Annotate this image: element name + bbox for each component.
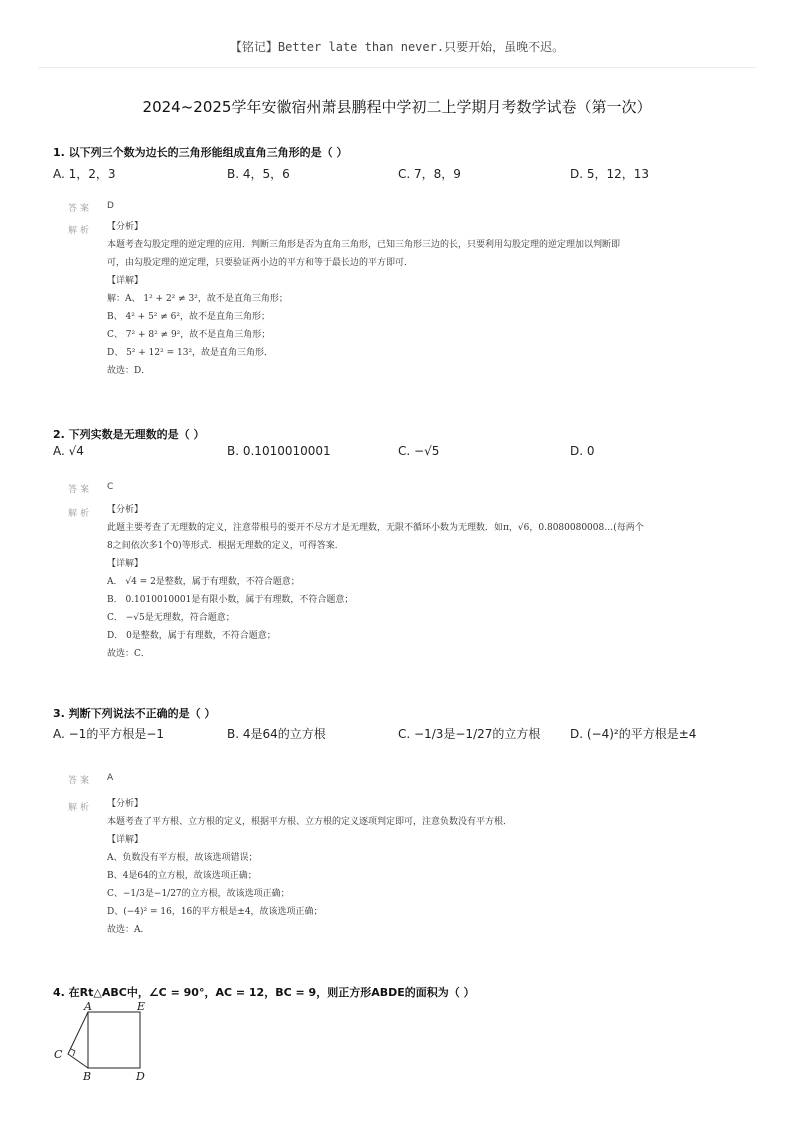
q1-line: 故选：D． (107, 366, 151, 376)
q1-line: 可，由勾股定理的逆定理，只要验证两小边的平方和等于最长边的平方即可． (107, 258, 414, 268)
q2-line: 【分析】 (107, 505, 144, 515)
q3-line: 本题考查了平方根、立方根的定义，根据平方根、立方根的定义逐项判定即可，注意负数没有平方根． (107, 817, 513, 827)
header-divider (38, 67, 756, 68)
question-1-stem: 1. 以下列三个数为边长的三角形能组成直角三角形的是（ ） (53, 146, 348, 159)
q3-option-b: B. 4是64的立方根 (227, 727, 326, 741)
figure-label-c: C (54, 1048, 63, 1061)
q3-line: A、负数没有平方根，故该选项错误； (107, 853, 258, 863)
q2-line: D． 0是整数，属于有理数，不符合题意； (107, 631, 276, 641)
q2-line: B． 0.1010010001是有限小数，属于有理数，不符合题意； (107, 595, 354, 605)
question-4-stem: 4. 在Rt△ABC中，∠C = 90°，AC = 12，BC = 9，则正方形ABDE的面积为（ ） (53, 986, 475, 999)
q3-option-a: A. −1的平方根是−1 (53, 727, 165, 741)
page-header-motto: 【铭记】Better late than never.只要开始，虽晚不迟。 (229, 40, 565, 54)
q1-line: C、 7² + 8² ≠ 9²，故不是直角三角形； (107, 330, 271, 340)
q2-option-b: B. 0.1010010001 (227, 444, 331, 458)
q3-explanation (107, 795, 727, 939)
question-3-stem: 3. 判断下列说法不正确的是（ ） (53, 707, 216, 720)
q1-option-c: C. 7，8，9 (398, 167, 461, 181)
q1-line: D、 5² + 12² = 13²，故是直角三角形． (107, 348, 274, 358)
figure-label-d: D (136, 1070, 145, 1082)
q1-line: 解：A、 1² + 2² ≠ 3²，故不是直角三角形； (107, 294, 288, 304)
q1-line: B、 4² + 5² ≠ 6²，故不是直角三角形； (107, 312, 271, 322)
q3-line: 【详解】 (107, 835, 144, 845)
q2-option-d: D. 0 (570, 444, 595, 458)
q1-line: 【详解】 (107, 276, 144, 286)
q2-line: 此题主要考查了无理数的定义，注意带根号的要开不尽方才是无理数，无限不循环小数为无理数．如π，√6，0.8080080008…(每两个 (107, 523, 644, 533)
figure-label-e: E (137, 1000, 146, 1013)
q1-analysis-label: 解析 (68, 226, 93, 236)
q3-line: 故选：A． (107, 925, 150, 935)
question-2-stem: 2. 下列实数是无理数的是（ ） (53, 428, 205, 441)
exam-title: 2024~2025学年安徽宿州萧县鹏程中学初二上学期月考数学试卷（第一次） (142, 98, 652, 116)
q1-line: 本题考查勾股定理的逆定理的应用．判断三角形是否为直角三角形，已知三角形三边的长，只要利用勾股定理的逆定理加以判断即 (107, 240, 621, 250)
q2-line: 8之间依次多1个0)等形式．根据无理数的定义，可得答案． (107, 541, 344, 551)
figure-label-a: A (84, 1000, 92, 1013)
q3-answer-label: 答案 (68, 776, 93, 786)
q2-explanation (107, 501, 727, 663)
q1-line: 【分析】 (107, 222, 144, 232)
q2-option-a: A. √4 (53, 444, 84, 458)
q2-answer-label: 答案 (68, 485, 93, 495)
figure-label-b: B (83, 1070, 92, 1082)
q3-option-d: D. (−4)²的平方根是±4 (570, 727, 697, 741)
q2-analysis-label: 解析 (68, 509, 93, 519)
q2-line: A． √4 = 2是整数，属于有理数，不符合题意； (107, 577, 300, 587)
q1-explanation (107, 218, 727, 380)
q3-analysis-label: 解析 (68, 803, 93, 813)
triangle-square-figure (48, 998, 158, 1082)
q1-option-a: A. 1，2，3 (53, 167, 116, 181)
q1-option-d: D. 5，12，13 (570, 167, 650, 181)
q1-answer: D (107, 201, 114, 211)
q3-line: D、(−4)² = 16，16的平方根是±4，故该选项正确； (107, 907, 323, 917)
q3-answer: A (107, 773, 114, 783)
q3-line: B、4是64的立方根，故该选项正确； (107, 871, 257, 881)
q1-option-b: B. 4，5，6 (227, 167, 290, 181)
q2-answer: C (107, 482, 114, 492)
q2-option-c: C. −√5 (398, 444, 440, 458)
q2-line: C． −√5是无理数，符合题意； (107, 613, 235, 623)
q3-option-c: C. −1/3是−1/27的立方根 (398, 727, 541, 741)
q3-line: 【分析】 (107, 799, 144, 809)
q1-answer-label: 答案 (68, 204, 93, 214)
q2-line: 故选：C． (107, 649, 150, 659)
q3-line: C、−1/3是−1/27的立方根，故该选项正确； (107, 889, 290, 899)
q2-line: 【详解】 (107, 559, 144, 569)
